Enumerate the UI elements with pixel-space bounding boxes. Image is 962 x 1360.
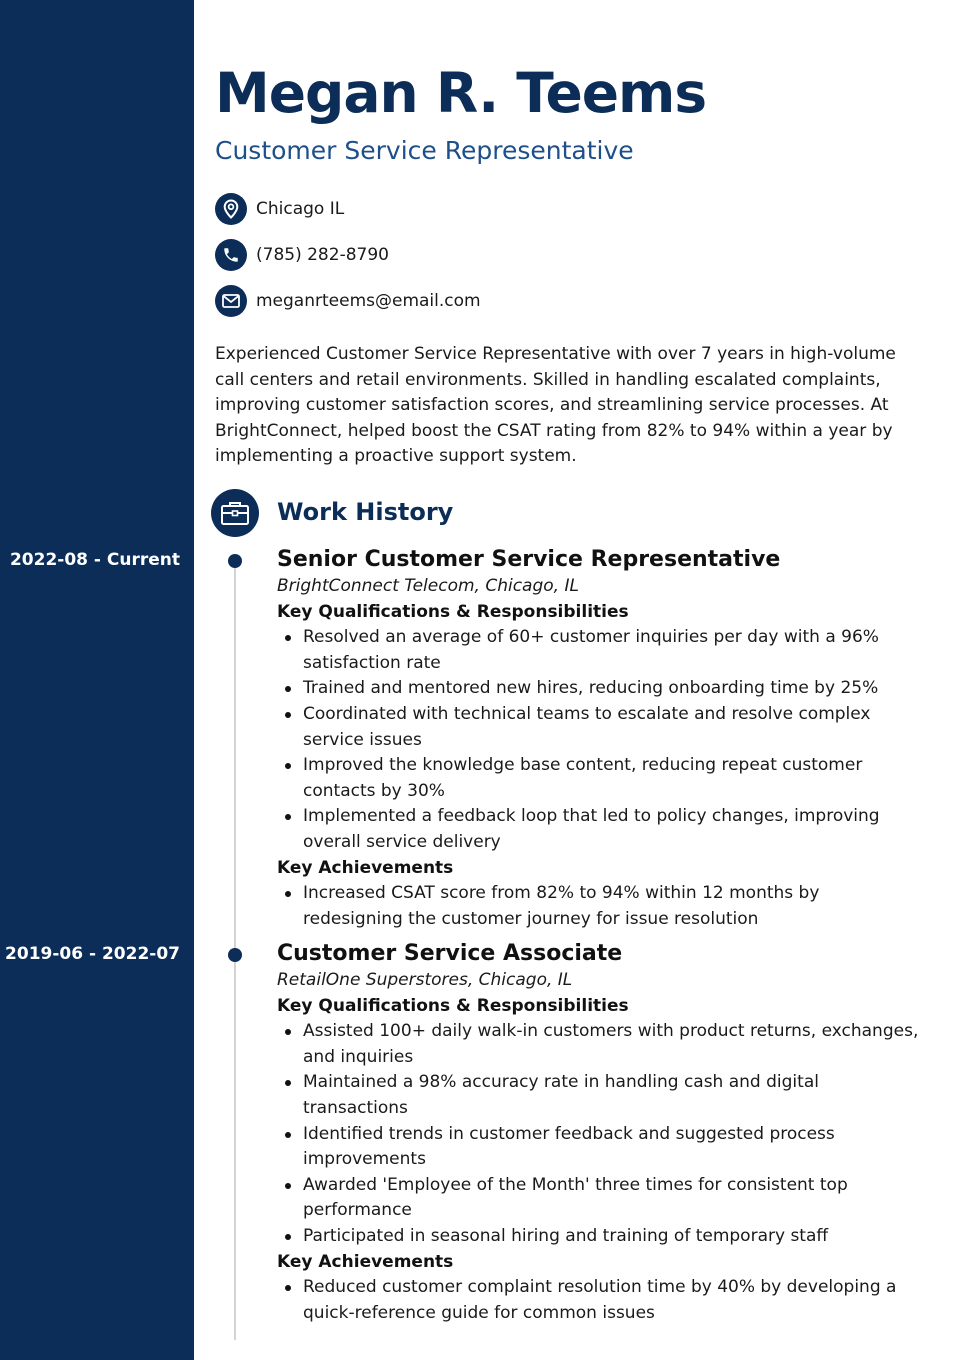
contact-location (215, 193, 344, 225)
list-item: Participated in seasonal hiring and training of temporary staff (277, 1224, 922, 1250)
job-entry (277, 546, 922, 932)
contact-phone (215, 239, 389, 271)
envelope-icon (215, 285, 247, 317)
qualifications-heading: Key Qualifications & Responsibilities (277, 601, 629, 622)
list-item: Awarded 'Employee of the Month' three times for consistent top performance (277, 1173, 922, 1224)
briefcase-icon (211, 489, 259, 537)
phone-icon (215, 239, 247, 271)
sidebar (0, 0, 194, 1360)
list-item: Identified trends in customer feedback and suggested process improvements (277, 1122, 922, 1173)
phone-text[interactable]: (785) 282-8790 (256, 245, 389, 265)
achievements-heading: Key Achievements (277, 1251, 454, 1272)
qualifications-heading: Key Qualifications & Responsibilities (277, 995, 629, 1016)
responsibility-list (277, 625, 922, 855)
map-pin-icon (215, 193, 247, 225)
email-link[interactable]: meganrteems@email.com (256, 291, 481, 311)
job-entry (277, 940, 922, 1326)
achievement-list (277, 1275, 922, 1326)
job-date: 2022-08 - Current (9, 550, 180, 570)
timeline-dot (228, 554, 242, 568)
job-date: 2019-06 - 2022-07 (5, 944, 180, 964)
list-item: Trained and mentored new hires, reducing onboarding time by 25% (277, 676, 922, 702)
professional-summary: Experienced Customer Service Representative with over 7 years in high-volume call centers and retail environments. Skilled in handling escalated complaints, improving customer satisfaction scores, and streamlining service processes. At BrightConnect, helped boost the CSAT rating from 82% to 94% within a year by implementing a proactive support system. (215, 344, 896, 467)
contact-email (215, 285, 481, 317)
achievements-heading: Key Achievements (277, 857, 454, 878)
list-item: Assisted 100+ daily walk-in customers with product returns, exchanges, and inquiries (277, 1019, 922, 1070)
job-title: Customer Service Associate (277, 941, 623, 966)
company-name: BrightConnect Telecom, Chicago, IL (277, 576, 579, 596)
achievement-list (277, 881, 922, 932)
work-history-heading: Work History (277, 498, 454, 526)
list-item: Reduced customer complaint resolution time by 40% by developing a quick-reference guide for common issues (277, 1275, 922, 1326)
candidate-name: Megan R. Teems (215, 61, 707, 125)
list-item: Increased CSAT score from 82% to 94% within 12 months by redesigning the customer journey for issue resolution (277, 881, 922, 932)
timeline-dot (228, 948, 242, 962)
company-name: RetailOne Superstores, Chicago, IL (277, 970, 573, 990)
job-role-title: Customer Service Representative (215, 136, 634, 165)
job-title: Senior Customer Service Representative (277, 547, 781, 572)
list-item: Maintained a 98% accuracy rate in handling cash and digital transactions (277, 1070, 922, 1121)
list-item: Improved the knowledge base content, reducing repeat customer contacts by 30% (277, 753, 922, 804)
list-item: Implemented a feedback loop that led to policy changes, improving overall service delivery (277, 804, 922, 855)
list-item: Resolved an average of 60+ customer inquiries per day with a 96% satisfaction rate (277, 625, 922, 676)
list-item: Coordinated with technical teams to escalate and resolve complex service issues (277, 702, 922, 753)
responsibility-list (277, 1019, 922, 1249)
location-text: Chicago IL (256, 199, 345, 219)
